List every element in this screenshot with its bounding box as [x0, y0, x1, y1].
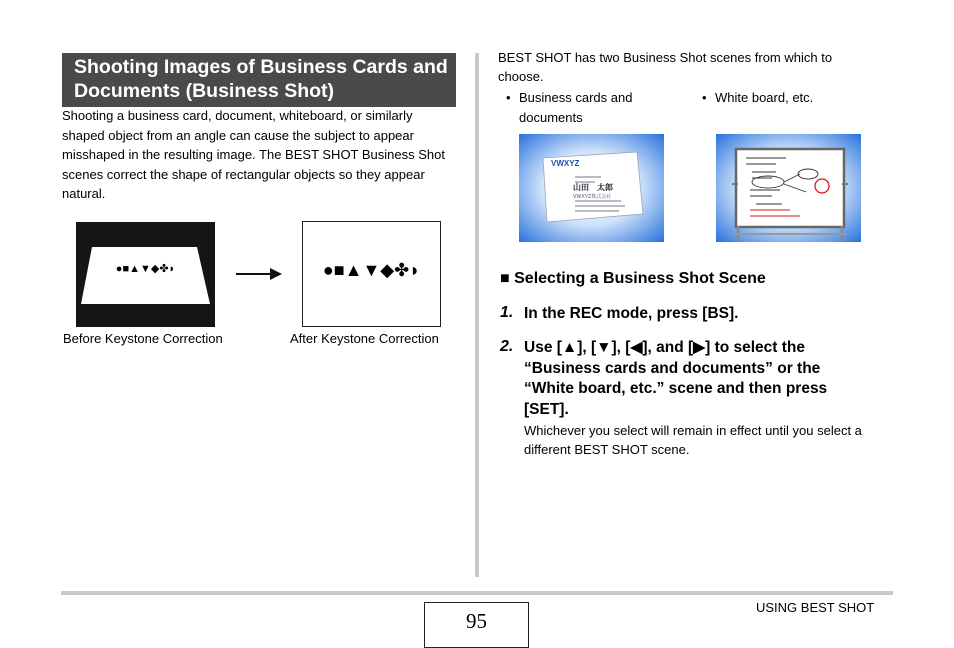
step-2-number: 2.	[500, 338, 514, 355]
card-company: VWXYZ	[551, 159, 580, 168]
bullet-icon: •	[702, 90, 707, 105]
whiteboard-photo	[716, 134, 861, 242]
distorted-shape-symbols: ●■▲▼◆✤◗	[115, 263, 176, 275]
column-divider	[475, 53, 479, 577]
right-intro-paragraph: BEST SHOT has two Business Shot scenes from which to choose.	[498, 50, 833, 85]
bullet-label: Business cards and documents	[519, 90, 633, 125]
after-keystone-illustration	[302, 221, 441, 327]
bullet-white-board	[702, 88, 865, 108]
before-keystone-illustration	[76, 222, 215, 327]
step-1-text: In the REC mode, press [BS].	[524, 305, 739, 322]
bullet-icon: •	[506, 90, 511, 105]
card-company-jp: VWXYZ株式会社	[573, 194, 612, 200]
step-note: Whichever you select will remain in effect until you select a different BEST SHOT scene.	[524, 423, 862, 458]
caption-after: After Keystone Correction	[290, 331, 439, 346]
section-heading	[500, 270, 766, 288]
bullet-label: White board, etc.	[715, 90, 814, 105]
arrow-right-icon	[234, 264, 284, 284]
footer-rule	[61, 591, 893, 595]
bullet-business-cards	[506, 88, 659, 127]
step-2-text: Use [▲], [▼], [◀], and [▶] to select the “Business cards and documents” or the “White board, etc.” scene and then press [SET].	[524, 339, 828, 418]
card-name: 山田 太郎	[573, 183, 613, 192]
caption-before: Before Keystone Correction	[63, 331, 223, 346]
section-title: Shooting Images of Business Cards and Documents (Business Shot)	[62, 53, 456, 107]
step-1-number: 1.	[500, 304, 514, 321]
intro-paragraph: Shooting a business card, document, whiteboard, or similarly shaped object from an angle can cause the subject to appear misshaped in the resulting image. The BEST SHOT Business Shot scenes correct the shape of rectangular objects so they appear natural.	[62, 108, 445, 202]
section-heading-text: Selecting a Business Shot Scene	[514, 270, 766, 287]
footer-section-label: USING BEST SHOT	[756, 600, 875, 615]
page-number: 95	[424, 602, 529, 648]
section-marker-icon: ■	[500, 270, 510, 287]
business-card-photo	[519, 134, 664, 242]
corrected-shape-symbols: ●■▲▼◆✤◗	[322, 260, 421, 280]
